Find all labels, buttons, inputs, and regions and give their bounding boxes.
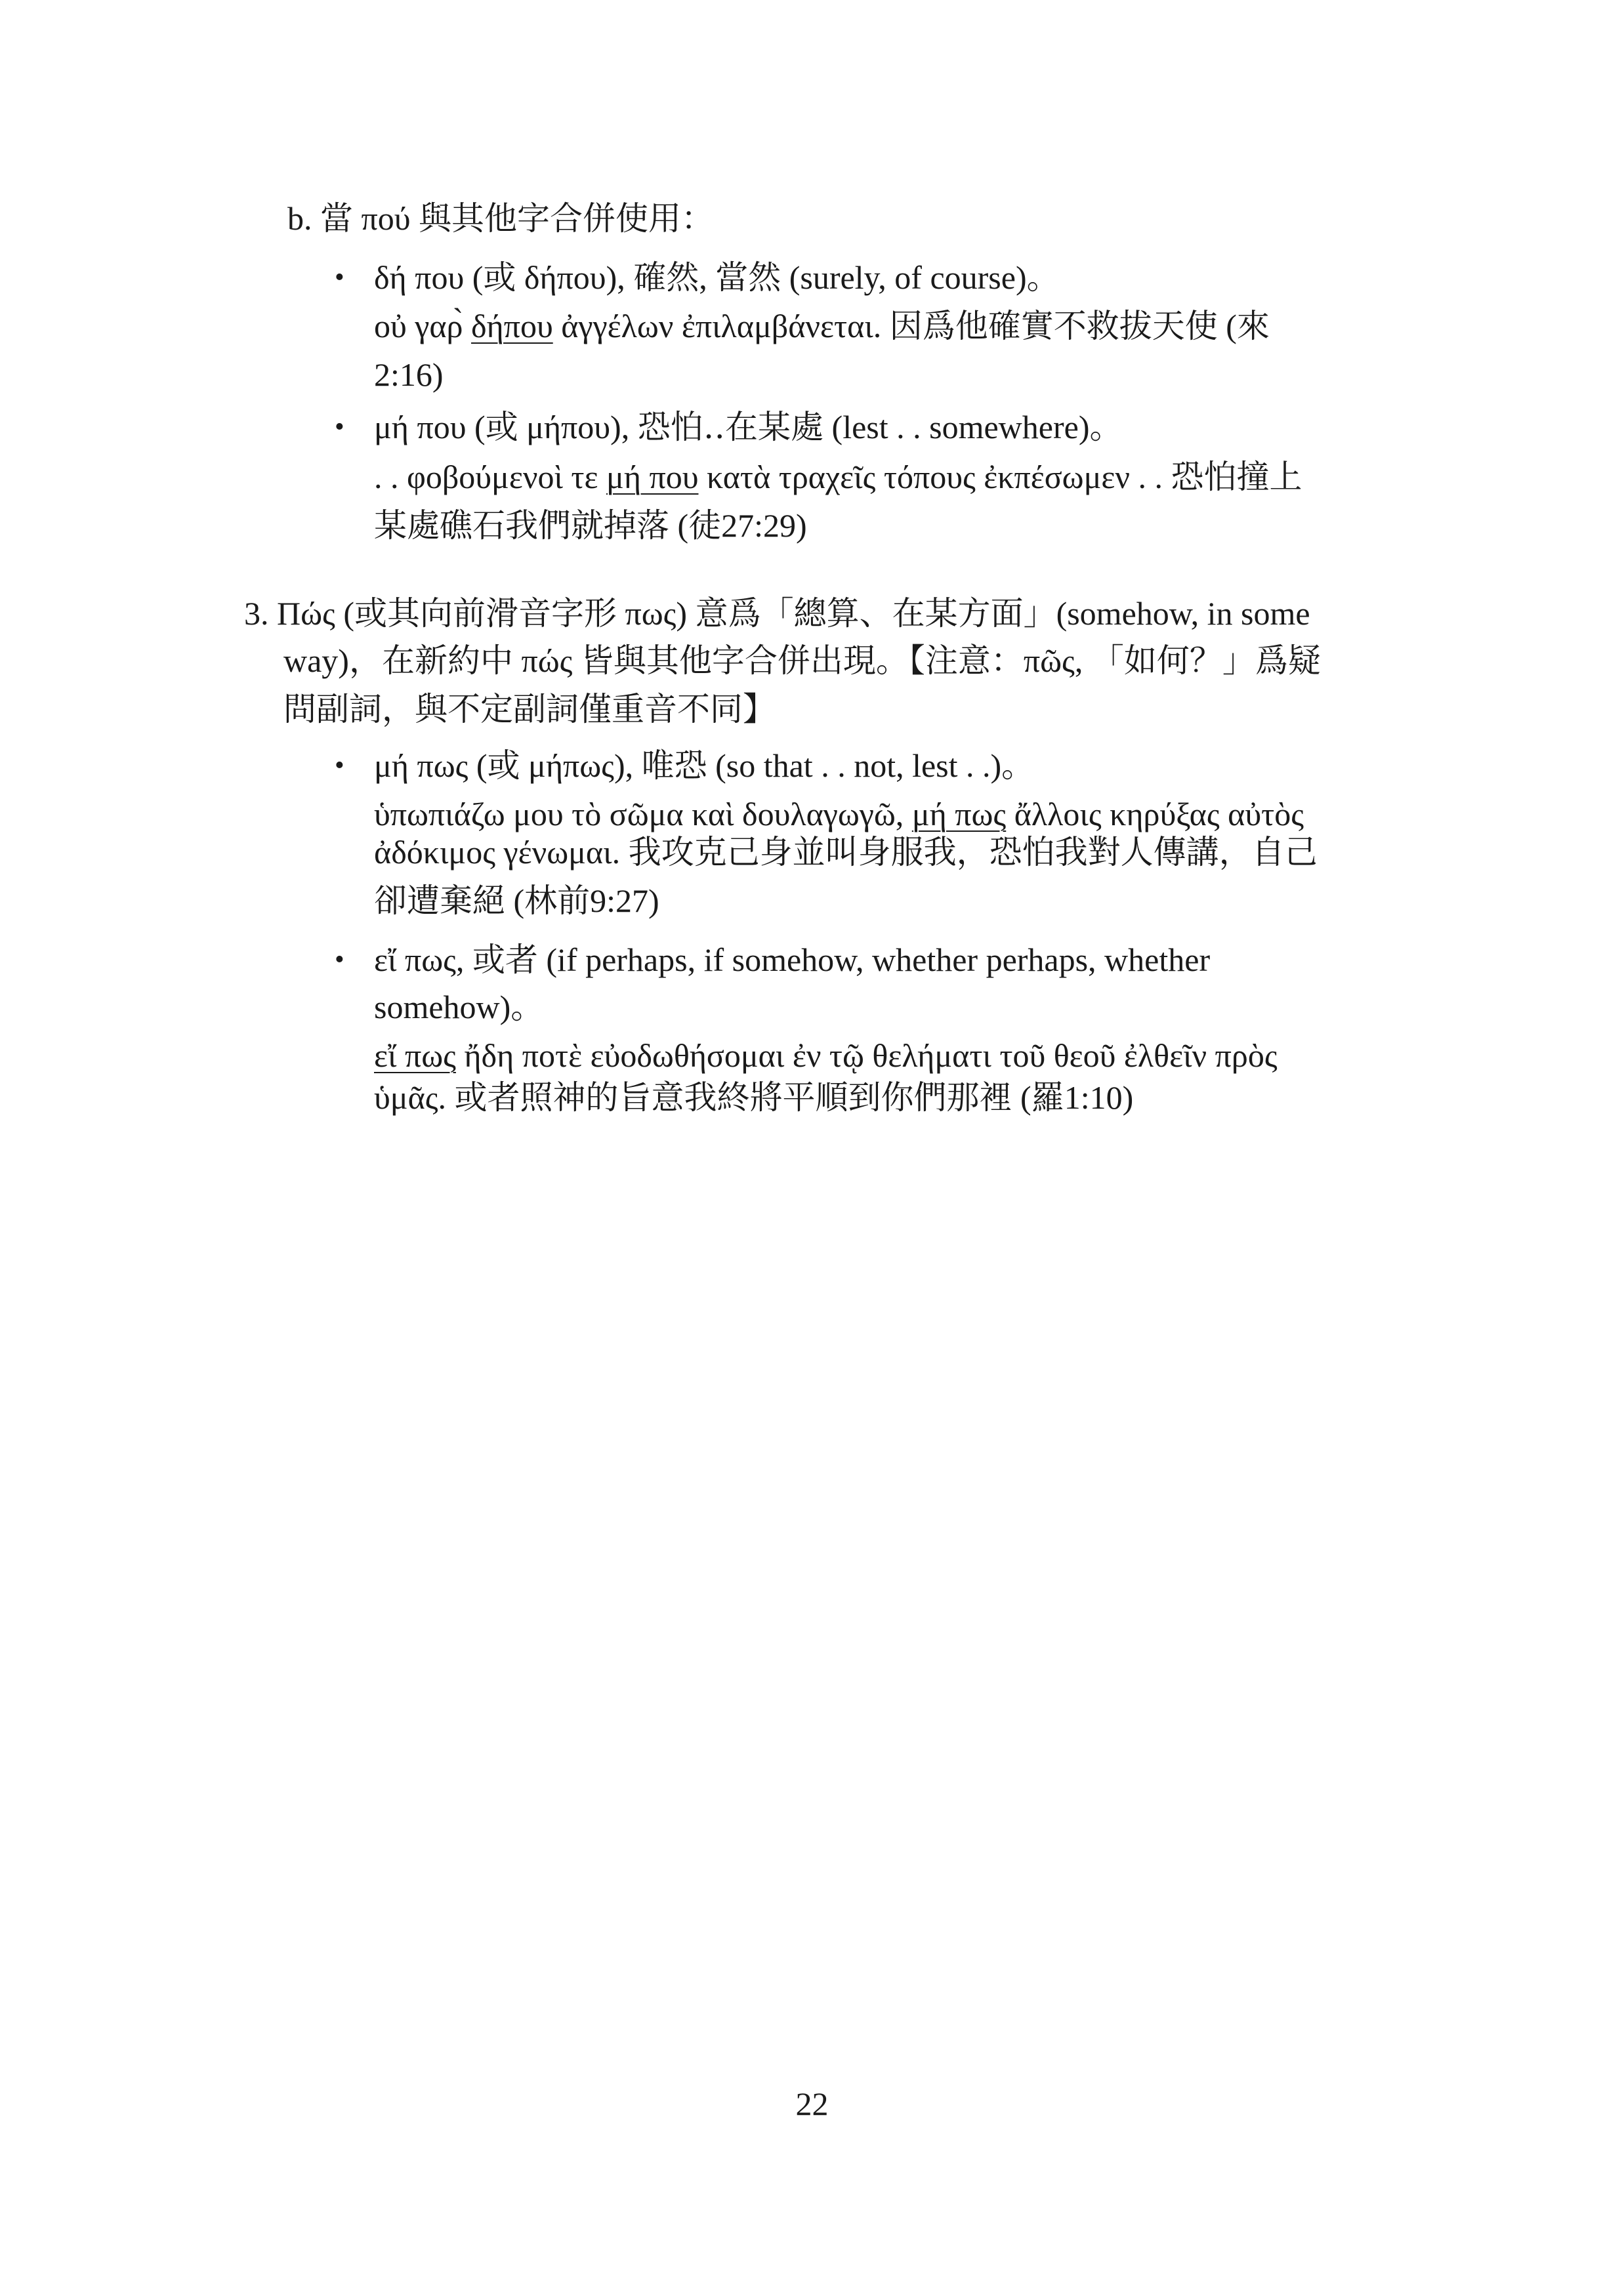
example-text: κατὰ τραχεῖς τόπους ἐκπέσωμεν . . 恐怕撞上 (698, 459, 1302, 495)
section-3-line2: way)，在新約中 πώς 皆與其他字合併出現。【注意：πῶς, 「如何？」爲疑 (283, 642, 1321, 679)
example-text: . . φοβούμενοὶ τε (374, 459, 607, 495)
term-eipos-line2: somehow)。 (374, 989, 544, 1025)
example-eipos-line2: ὑμᾶς. 或者照神的旨意我終將平順到你們那裡 (羅1:10) (374, 1079, 1134, 1116)
example-mepos-line3: 卻遭棄絕 (林前9:27) (374, 882, 659, 919)
example-text: ἀγγέλων ἐπιλαμβάνεται. 因爲他確實不救拔天使 (來 (552, 308, 1270, 344)
term-mepou: μή που (或 μήπου), 恐怕‥在某處 (lest . . somewhere)。 (374, 409, 1123, 445)
term-eipos-line1: εἴ πως, 或者 (if perhaps, if somehow, whether perhaps, whether (374, 941, 1211, 978)
section-3-line3: 問副詞，與不定副詞僅重音不同】 (283, 691, 776, 728)
bullet-icon: • (335, 750, 344, 781)
bullet-icon: • (335, 262, 344, 293)
example-text: ἤδη ποτὲ εὐοδωθήσομαι ἐν τῷ θελήματι τοῦ θεοῦ ἐλθεῖν πρὸς (455, 1037, 1278, 1074)
example-text: ἄλλοις κηρύξας αὐτὸς (1006, 796, 1304, 832)
section-3-line1: 3. Πώς (或其向前滑音字形 πως) 意爲「總算、在某方面」(somehow, in some (244, 595, 1310, 632)
bullet-icon: • (335, 412, 344, 442)
page-number: 22 (795, 2085, 829, 2122)
underlined-term: μή πως (911, 796, 1007, 832)
term-mepos: μή πως (或 μήπως), 唯恐 (so that . . not, lest . .)。 (374, 747, 1035, 784)
section-b-heading: b. 當 πού 與其他字合併使用： (287, 200, 714, 237)
example-mepou-line1 (374, 453, 1302, 501)
example-depou-line2: 2:16) (374, 356, 444, 393)
underlined-term: εἴ πως (374, 1037, 456, 1074)
example-mepos-line2: ἀδόκιμος γένωμαι. 我攻克己身並叫身服我，恐怕我對人傳講，自己 (374, 834, 1318, 871)
example-text: οὐ γαρ̀ (374, 308, 471, 344)
underlined-term: μή που (606, 459, 699, 495)
term-depou: δή που (或 δήπου), 確然, 當然 (surely, of course)。 (374, 259, 1060, 296)
example-depou-line1 (374, 302, 1270, 350)
bullet-icon: • (335, 945, 344, 975)
example-eipos-line1 (374, 1031, 1278, 1080)
underlined-term: δήπου (471, 308, 553, 344)
example-text: ὑπωπιάζω μου τὸ σῶμα καὶ δουλαγωγῶ, (374, 796, 912, 832)
example-mepou-line2: 某處礁石我們就掉落 (徒27:29) (374, 507, 807, 544)
